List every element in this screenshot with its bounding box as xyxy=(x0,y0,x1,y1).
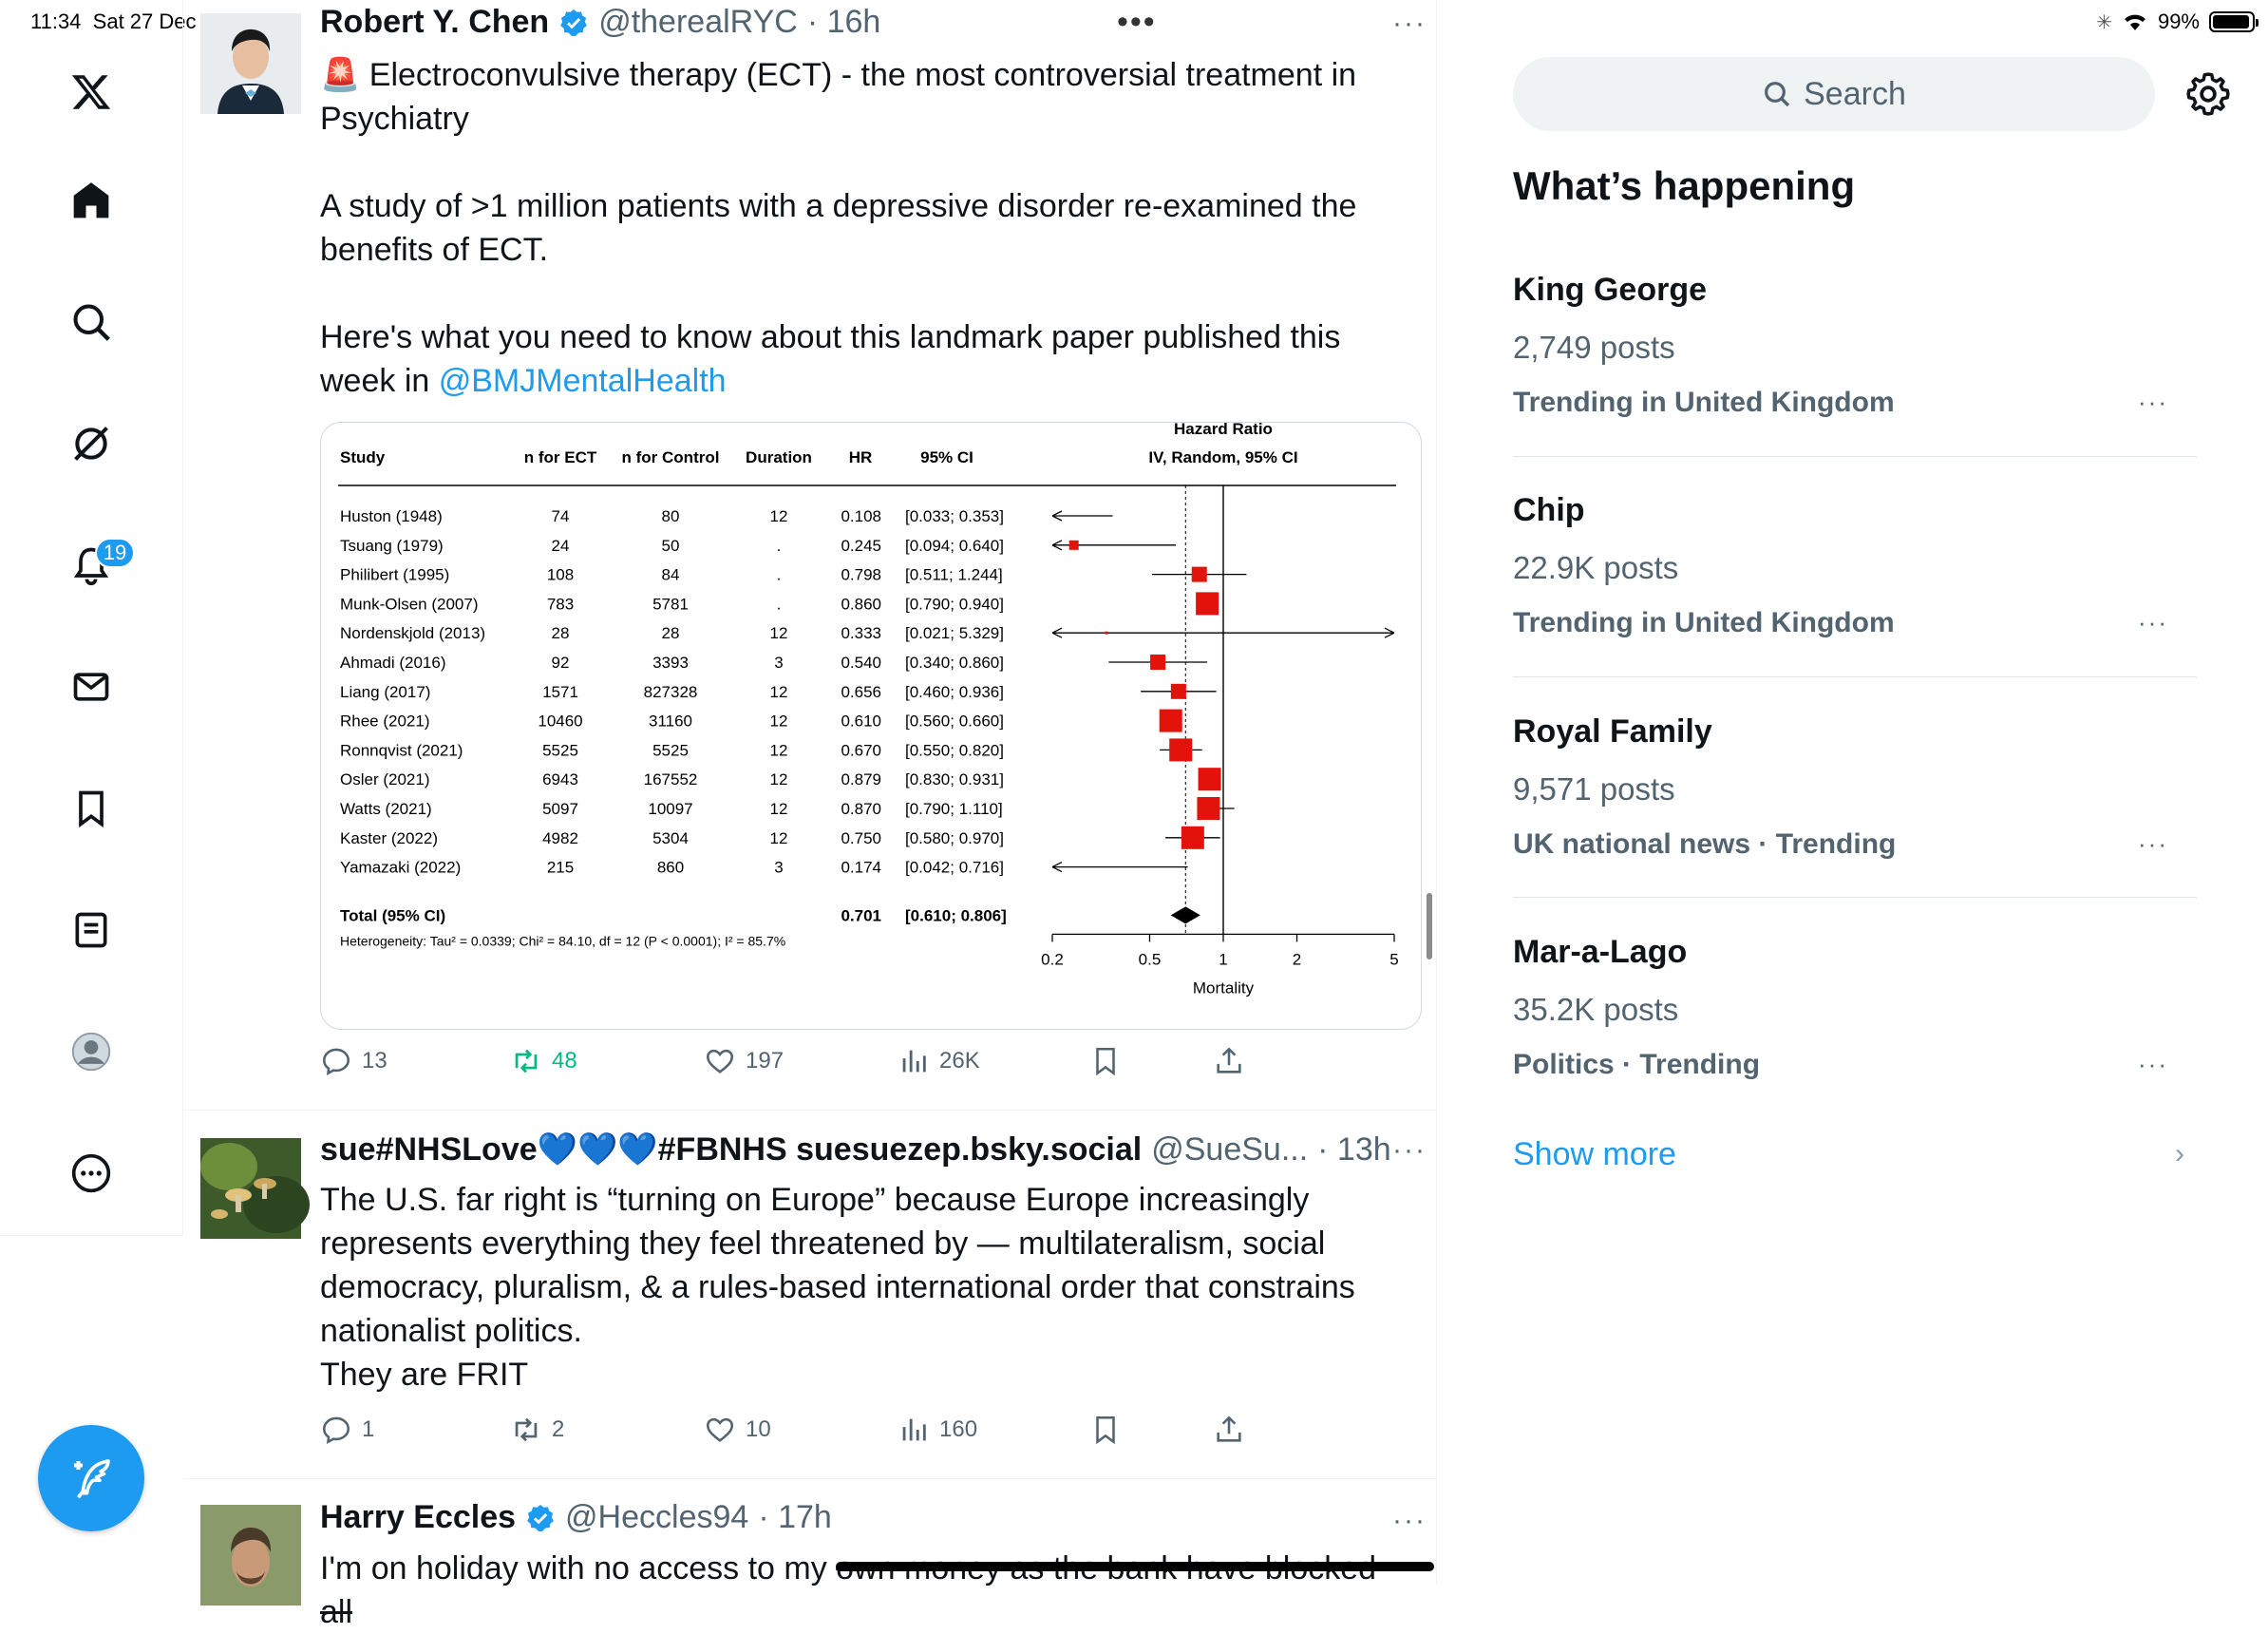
study-estimate-square xyxy=(1069,541,1079,550)
study-estimate-square xyxy=(1160,710,1182,732)
views-count: 160 xyxy=(939,1416,978,1442)
study-estimate-square xyxy=(1199,768,1221,790)
trend-item[interactable] xyxy=(1513,492,2197,639)
hr-value: 0.798 xyxy=(841,565,881,584)
n-control-value: 3393 xyxy=(652,654,689,672)
column-header-ci: 95% CI xyxy=(920,448,973,466)
study-label: Munk-Olsen (2007) xyxy=(340,595,479,614)
reply-button[interactable] xyxy=(320,1414,374,1446)
trend-item[interactable] xyxy=(1513,934,2197,1081)
duration-value: . xyxy=(776,595,782,614)
n-ect-value: 215 xyxy=(546,858,575,877)
n-control-value: 28 xyxy=(661,624,680,643)
reply-icon xyxy=(320,1414,352,1446)
study-estimate-square xyxy=(1192,567,1207,582)
tweet-author-avatar[interactable] xyxy=(200,1505,301,1606)
duration-value: . xyxy=(776,565,782,584)
tweet-author-handle[interactable]: @SueSu... xyxy=(1151,1130,1309,1168)
n-control-value: 5781 xyxy=(652,595,689,614)
study-label: Nordenskjold (2013) xyxy=(340,624,486,643)
duration-value: 12 xyxy=(769,682,788,701)
tweet-text-struck: all xyxy=(320,1594,353,1630)
n-control-value: 167552 xyxy=(643,770,698,789)
trend-more-icon[interactable]: ··· xyxy=(2138,1050,2168,1078)
tweet-author-avatar[interactable] xyxy=(200,1138,301,1239)
n-ect-value: 24 xyxy=(551,536,570,555)
tweet-author-handle[interactable]: @therealRYC xyxy=(598,4,798,40)
tweet-divider xyxy=(183,1478,1437,1479)
total-hr-value: 0.701 xyxy=(841,906,881,925)
tweet-text xyxy=(320,1547,1403,1634)
n-ect-value: 5525 xyxy=(542,741,578,760)
ci-value: [0.790; 0.940] xyxy=(905,595,1004,614)
n-control-value: 84 xyxy=(661,565,680,584)
bookmark-icon xyxy=(1089,1045,1122,1077)
bookmarks-icon[interactable] xyxy=(60,777,123,840)
trend-divider xyxy=(1513,897,2197,898)
plot-header-title: Hazard Ratio xyxy=(1174,420,1273,438)
trend-divider xyxy=(1513,456,2197,457)
wifi-icon xyxy=(2122,11,2148,32)
show-more-link[interactable]: Show more xyxy=(1513,1136,1676,1172)
n-control-value: 827328 xyxy=(643,682,698,701)
ci-value: [0.580; 0.970] xyxy=(905,828,1004,847)
multitask-handle-icon[interactable]: ••• xyxy=(1117,4,1157,40)
hr-value: 0.750 xyxy=(841,828,881,847)
reply-icon xyxy=(320,1045,352,1077)
ci-value: [0.560; 0.660] xyxy=(905,712,1004,731)
status-date: Sat 27 Dec xyxy=(92,10,197,33)
hr-value: 0.656 xyxy=(841,682,881,701)
ci-value: [0.021; 5.329] xyxy=(905,624,1004,643)
tweet-actions xyxy=(320,1414,1251,1452)
hr-value: 0.610 xyxy=(841,712,881,731)
study-label: Ronnqvist (2021) xyxy=(340,741,463,760)
bookmark-button[interactable] xyxy=(1089,1414,1122,1446)
study-estimate-square xyxy=(1171,684,1186,699)
forest-plot xyxy=(321,420,1423,1031)
trend-title: Royal Family xyxy=(1513,713,1712,750)
compose-post-button[interactable] xyxy=(38,1425,144,1531)
share-icon xyxy=(1213,1414,1245,1446)
repost-count: 2 xyxy=(552,1416,565,1442)
left-nav xyxy=(0,0,183,1235)
hr-value: 0.860 xyxy=(841,595,881,614)
trend-more-icon[interactable]: ··· xyxy=(2138,608,2168,636)
tweet-text-line1: 🚨 Electroconvulsive therapy (ECT) - the most controversial treatment in Psychiatry xyxy=(320,57,1366,137)
x-tick-label: 5 xyxy=(1389,950,1399,969)
n-ect-value: 1571 xyxy=(542,682,578,701)
home-indicator[interactable] xyxy=(836,1562,1434,1571)
hr-value: 0.245 xyxy=(841,536,881,555)
hr-value: 0.670 xyxy=(841,741,881,760)
avatar-photo xyxy=(200,1505,301,1606)
duration-value: . xyxy=(776,536,782,555)
whats-happening-heading: What’s happening xyxy=(1513,163,1856,208)
study-estimate-square xyxy=(1197,797,1219,820)
tweet-media-image[interactable] xyxy=(320,422,1422,1030)
study-estimate-square xyxy=(1181,826,1204,849)
tweet-text xyxy=(320,53,1403,403)
battery-percent: 99% xyxy=(2157,10,2200,33)
share-button[interactable] xyxy=(1213,1045,1245,1077)
share-icon xyxy=(1213,1045,1245,1077)
tweet-header xyxy=(320,1499,832,1536)
duration-value: 12 xyxy=(769,741,788,760)
ci-value: [0.340; 0.860] xyxy=(905,654,1004,672)
pooled-diamond xyxy=(1171,906,1200,923)
duration-value: 12 xyxy=(769,770,788,789)
column-header-n-ect: n for ECT xyxy=(523,448,597,466)
study-label: Watts (2021) xyxy=(340,800,432,818)
mention-link[interactable]: @BMJMentalHealth xyxy=(438,363,727,399)
study-label: Ahmadi (2016) xyxy=(340,654,446,672)
n-control-value: 5304 xyxy=(652,828,689,847)
trend-title: Mar-a-Lago xyxy=(1513,934,1688,970)
activity-icon: ✳ xyxy=(2096,11,2112,33)
repost-count: 48 xyxy=(552,1048,577,1074)
trend-title: Chip xyxy=(1513,492,1585,528)
plot-header-subtitle: IV, Random, 95% CI xyxy=(1148,448,1298,466)
tweet-text-para3: Here's what you need to know about this landmark paper published this week in xyxy=(320,319,1350,399)
like-button[interactable] xyxy=(704,1414,771,1446)
column-header-hr: HR xyxy=(848,448,873,466)
tweet-more-icon[interactable]: ··· xyxy=(1392,1134,1427,1166)
column-header-study: Study xyxy=(340,448,386,466)
lists-icon[interactable] xyxy=(60,899,123,961)
column-header-n-control: n for Control xyxy=(621,448,720,466)
messages-envelope-icon[interactable] xyxy=(60,656,123,718)
share-button[interactable] xyxy=(1213,1414,1245,1446)
ci-value: [0.033; 0.353] xyxy=(905,507,1004,525)
tweet-author-handle[interactable]: @Heccles94 xyxy=(565,1499,749,1535)
nav-divider xyxy=(0,1235,183,1236)
hr-value: 0.870 xyxy=(841,800,881,818)
bookmark-icon xyxy=(1089,1414,1122,1446)
n-ect-value: 783 xyxy=(546,595,575,614)
tweet-author-name[interactable]: Harry Eccles xyxy=(320,1499,517,1535)
ci-value: [0.042; 0.716] xyxy=(905,858,1004,877)
hr-value: 0.540 xyxy=(841,654,881,672)
like-button[interactable] xyxy=(704,1045,784,1077)
search-placeholder: Search xyxy=(1804,75,1906,112)
x-logo-icon[interactable] xyxy=(60,61,123,124)
tweet-time[interactable]: · 17h xyxy=(758,1499,832,1535)
trend-item[interactable] xyxy=(1513,272,2197,419)
ci-value: [0.094; 0.640] xyxy=(905,536,1004,555)
battery-icon xyxy=(2209,11,2255,32)
views-button[interactable] xyxy=(898,1414,977,1446)
more-options-icon[interactable] xyxy=(60,1142,123,1205)
tweet-actions xyxy=(320,1045,1251,1083)
total-ci-value: [0.610; 0.806] xyxy=(905,906,1007,925)
x-tick-label: 1 xyxy=(1219,950,1228,969)
tweet-more-icon[interactable]: ··· xyxy=(1392,8,1427,39)
tweet-time[interactable]: · 16h xyxy=(806,4,881,40)
ci-value: [0.790; 1.110] xyxy=(905,800,1003,818)
reply-button[interactable] xyxy=(320,1045,387,1077)
total-label: Total (95% CI) xyxy=(340,906,446,925)
duration-value: 3 xyxy=(774,858,784,877)
n-control-value: 5525 xyxy=(652,741,689,760)
tweet-header xyxy=(320,1130,1391,1168)
study-label: Osler (2021) xyxy=(340,770,430,789)
trend-post-count: 22.9K posts xyxy=(1513,550,1679,585)
tweet-header xyxy=(320,4,880,41)
views-bar-chart-icon xyxy=(898,1414,930,1446)
hr-value: 0.333 xyxy=(841,624,881,643)
n-ect-value: 6943 xyxy=(542,770,578,789)
ci-value: [0.550; 0.820] xyxy=(905,741,1004,760)
avatar-photo xyxy=(200,1138,301,1239)
n-control-value: 10097 xyxy=(648,800,693,818)
verified-badge-icon xyxy=(558,8,589,38)
profile-avatar-icon[interactable] xyxy=(60,1020,123,1083)
study-label: Yamazaki (2022) xyxy=(340,858,462,877)
views-count: 26K xyxy=(939,1048,980,1074)
bookmark-button[interactable] xyxy=(1089,1045,1122,1077)
repost-button[interactable] xyxy=(510,1414,564,1446)
search-icon xyxy=(1762,79,1792,109)
tweet-author-avatar[interactable] xyxy=(200,13,301,114)
views-button[interactable] xyxy=(898,1045,980,1077)
tweet-author-name[interactable]: sue#NHSLove💙💙💙#FBNHS suesuezep.bsky.social xyxy=(320,1131,1143,1168)
compose-feather-icon xyxy=(66,1453,117,1504)
trend-post-count: 9,571 posts xyxy=(1513,771,1675,807)
trend-context: UK national news · Trending xyxy=(1513,828,1897,860)
n-ect-value: 4982 xyxy=(542,828,578,847)
x-tick-label: 0.2 xyxy=(1041,950,1064,969)
hr-value: 0.174 xyxy=(841,858,881,877)
tweet-text-para2: A study of >1 million patients with a depressive disorder re-examined the benefits of ECT. xyxy=(320,188,1366,268)
study-estimate-square xyxy=(1150,655,1165,670)
duration-value: 3 xyxy=(774,654,784,672)
repost-icon xyxy=(510,1414,542,1446)
n-control-value: 80 xyxy=(661,507,680,525)
duration-value: 12 xyxy=(769,624,788,643)
search-icon[interactable] xyxy=(60,291,123,353)
grok-icon[interactable] xyxy=(60,412,123,475)
n-control-value: 860 xyxy=(656,858,685,877)
reply-count: 1 xyxy=(362,1416,375,1442)
trend-divider xyxy=(1513,676,2197,677)
study-label: Rhee (2021) xyxy=(340,712,430,731)
tweet-author-name[interactable]: Robert Y. Chen xyxy=(320,4,550,40)
n-ect-value: 28 xyxy=(551,624,570,643)
notifications-badge: 19 xyxy=(95,538,135,568)
duration-value: 12 xyxy=(769,828,788,847)
n-ect-value: 10460 xyxy=(538,712,583,731)
duration-value: 12 xyxy=(769,800,788,818)
study-label: Kaster (2022) xyxy=(340,828,438,847)
ci-value: [0.460; 0.936] xyxy=(905,682,1004,701)
column-header-duration: Duration xyxy=(746,448,812,466)
study-label: Tsuang (1979) xyxy=(340,536,444,555)
hr-value: 0.108 xyxy=(841,507,881,525)
tweet-text-visible: I'm on holiday with no access to my xyxy=(320,1550,837,1586)
repost-button[interactable] xyxy=(510,1045,577,1077)
study-label: Philibert (1995) xyxy=(340,565,450,584)
like-count: 10 xyxy=(746,1416,771,1442)
avatar-photo xyxy=(200,13,301,114)
trend-title: King George xyxy=(1513,272,1708,308)
study-estimate-square xyxy=(1106,632,1108,635)
study-estimate-square xyxy=(1196,592,1219,615)
status-clock: 11:34 xyxy=(30,10,82,33)
trend-post-count: 2,749 posts xyxy=(1513,330,1675,365)
study-label: Liang (2017) xyxy=(340,682,431,701)
repost-icon xyxy=(510,1045,542,1077)
n-ect-value: 92 xyxy=(551,654,570,672)
n-ect-value: 5097 xyxy=(542,800,578,818)
reply-count: 13 xyxy=(362,1048,387,1074)
tweet-time[interactable]: · 13h xyxy=(1317,1130,1391,1168)
duration-value: 12 xyxy=(769,712,788,731)
study-estimate-square xyxy=(1169,738,1192,761)
n-ect-value: 74 xyxy=(551,507,570,525)
verified-badge-icon xyxy=(525,1503,556,1533)
tweet-more-icon[interactable]: ··· xyxy=(1392,1505,1427,1536)
hr-value: 0.879 xyxy=(841,770,881,789)
trend-more-icon[interactable]: ··· xyxy=(2138,388,2168,416)
heart-icon xyxy=(704,1045,736,1077)
like-count: 197 xyxy=(746,1048,784,1074)
tweet-divider xyxy=(183,1110,1437,1111)
trend-context: Trending in United Kingdom xyxy=(1513,607,1895,638)
trend-item[interactable] xyxy=(1513,713,2197,861)
n-control-value: 50 xyxy=(661,536,680,555)
duration-value: 12 xyxy=(769,507,788,525)
n-ect-value: 108 xyxy=(546,565,575,584)
n-control-value: 31160 xyxy=(648,712,693,731)
trend-context: Trending in United Kingdom xyxy=(1513,387,1895,418)
tweet-text: The U.S. far right is “turning on Europe” because Europe increasingly represents everything they feel threatened by — multilateralism, social democracy, pluralism, & a rules-based international order that constrains nationalist politics. They are FRIT xyxy=(320,1182,1355,1393)
trend-post-count: 35.2K posts xyxy=(1513,992,1679,1027)
ci-value: [0.511; 1.244] xyxy=(905,565,1003,584)
timeline-scrollbar[interactable] xyxy=(1427,893,1432,960)
study-label: Huston (1948) xyxy=(340,507,443,525)
heterogeneity-text: Heterogeneity: Tau² = 0.0339; Chi² = 84.10, df = 12 (P < 0.0001); I² = 85.7% xyxy=(340,933,786,949)
settings-gear-icon[interactable] xyxy=(2184,70,2232,118)
status-indicators xyxy=(2096,10,2255,34)
home-icon[interactable] xyxy=(60,169,123,232)
chevron-right-icon[interactable]: › xyxy=(2175,1138,2184,1169)
ci-value: [0.830; 0.931] xyxy=(905,770,1004,789)
views-bar-chart-icon xyxy=(898,1045,930,1077)
x-tick-label: 0.5 xyxy=(1138,950,1162,969)
trend-more-icon[interactable]: ··· xyxy=(2138,829,2168,858)
x-axis-label: Mortality xyxy=(1192,978,1255,998)
x-tick-label: 2 xyxy=(1292,950,1302,969)
heart-icon xyxy=(704,1414,736,1446)
search-input[interactable] xyxy=(1513,57,2155,131)
trend-context: Politics · Trending xyxy=(1513,1049,1761,1080)
